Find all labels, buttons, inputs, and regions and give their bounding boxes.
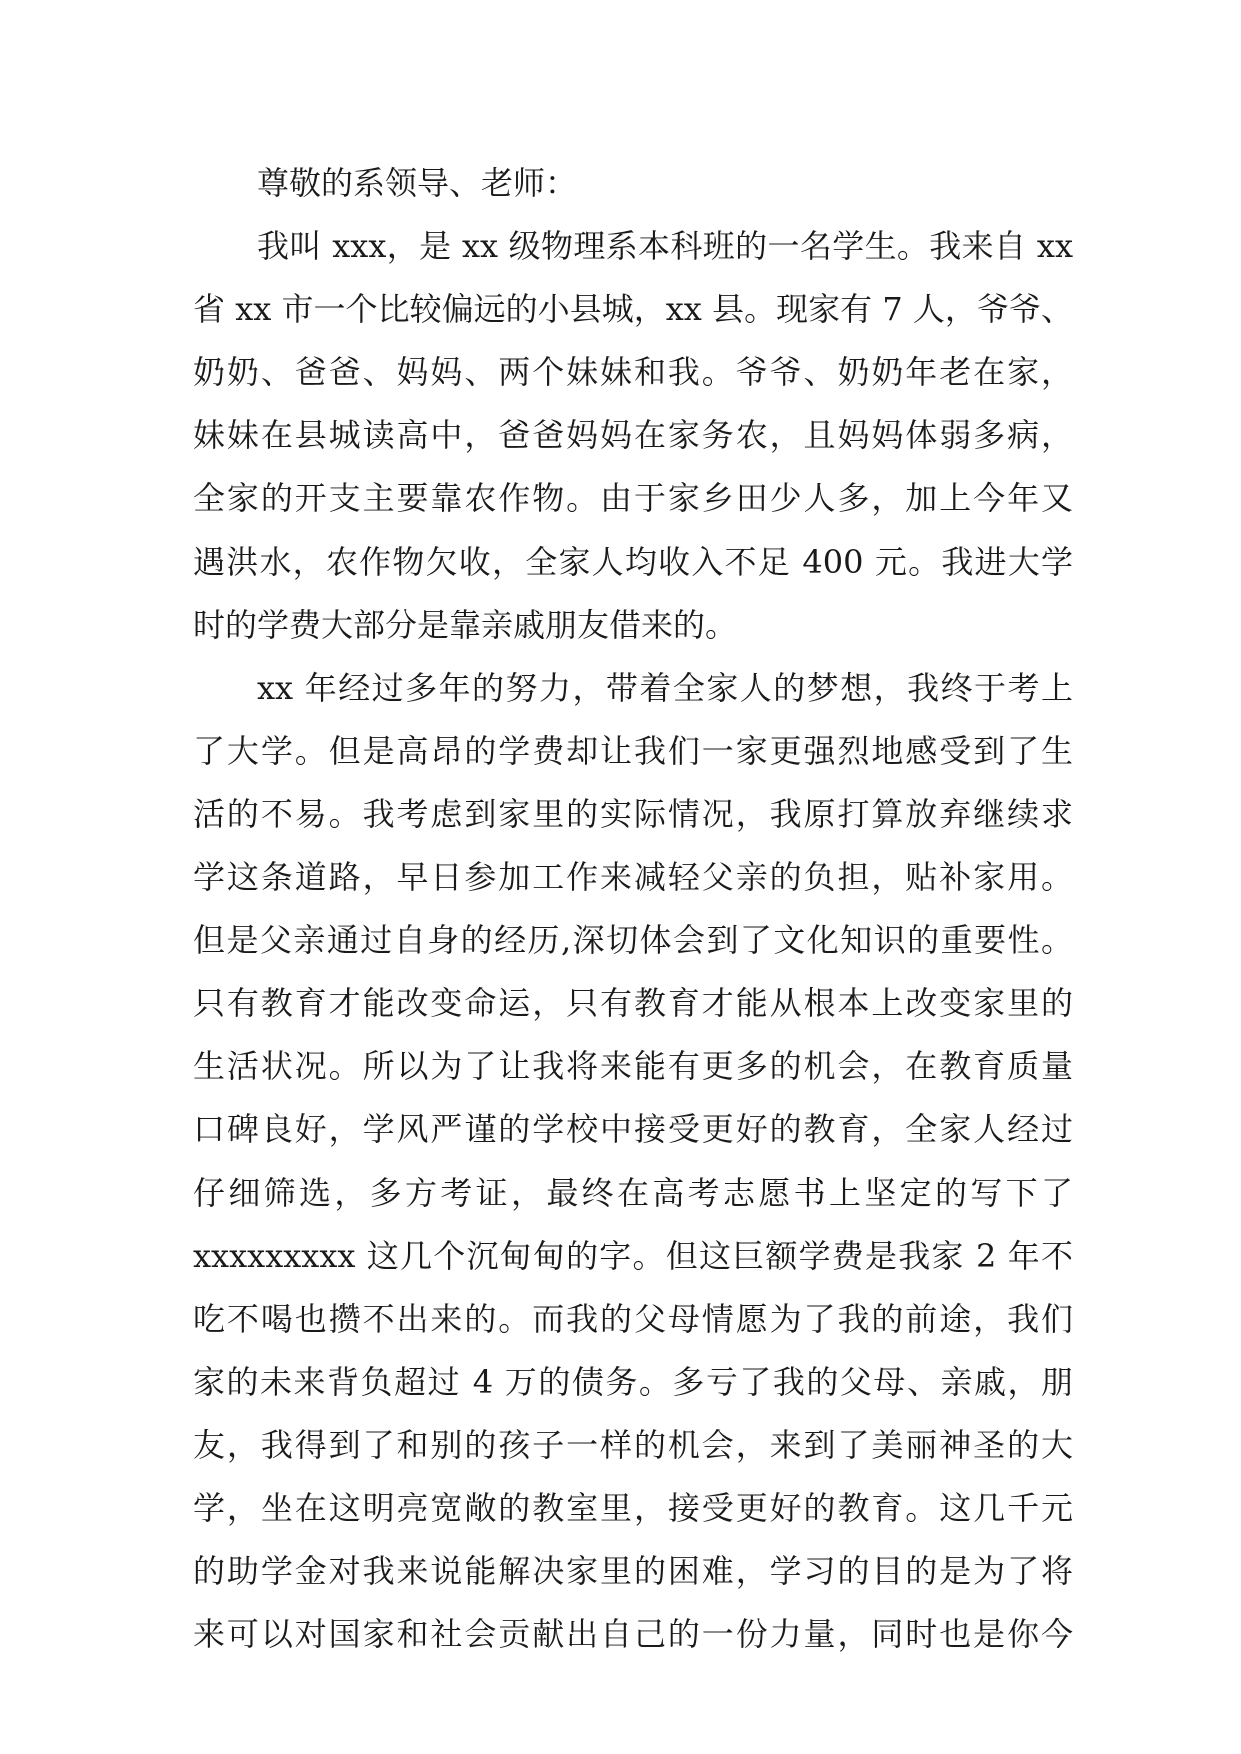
text-line: 生活状况。所以为了让我将来能有更多的机会，在教育质量: [193, 1047, 1073, 1086]
text-line: 吃不喝也攒不出来的。而我的父母情愿为了我的前途，我们: [193, 1299, 1073, 1338]
text-line: 省 xx 市一个比较偏远的小县城，xx 县。现家有 7 人，爷爷、: [193, 290, 1073, 329]
text-line: 时的学费大部分是靠亲戚朋友借来的。: [193, 605, 738, 644]
text-line: 我叫 xxx，是 xx 级物理系本科班的一名学生。我来自 xx: [257, 227, 1073, 266]
text-line: 只有教育才能改变命运，只有教育才能从根本上改变家里的: [193, 984, 1073, 1023]
text-line: 口碑良好，学风严谨的学校中接受更好的教育，全家人经过: [193, 1110, 1073, 1149]
text-line: 家的未来背负超过 4 万的债务。多亏了我的父母、亲戚，朋: [193, 1362, 1073, 1401]
text-line: 来可以对国家和社会贡献出自己的一份力量，同时也是你今: [193, 1615, 1073, 1654]
salutation-line: 尊敬的系领导、老师：: [257, 164, 578, 202]
text-line: 学这条道路，早日参加工作来减轻父亲的负担，贴补家用。: [193, 858, 1073, 897]
text-line: 活的不易。我考虑到家里的实际情况，我原打算放弃继续求: [193, 794, 1073, 833]
text-line: xxxxxxxxx 这几个沉甸甸的字。但这巨额学费是我家 2 年不: [193, 1236, 1073, 1275]
text-line: 遇洪水，农作物欠收，全家人均收入不足 400 元。我进大学: [193, 542, 1073, 581]
text-line: 了大学。但是高昂的学费却让我们一家更强烈地感受到了生: [193, 731, 1073, 770]
text-line: 学，坐在这明亮宽敞的教室里，接受更好的教育。这几千元: [193, 1488, 1073, 1527]
text-line: 但是父亲通过自身的经历,深切体会到了文化知识的重要性。: [193, 921, 1073, 960]
text-line: 的助学金对我来说能解决家里的困难，学习的目的是为了将: [193, 1552, 1073, 1591]
text-line: 奶奶、爸爸、妈妈、两个妹妹和我。爷爷、奶奶年老在家，: [193, 353, 1073, 392]
text-line: xx 年经过多年的努力，带着全家人的梦想，我终于考上: [257, 668, 1073, 707]
text-line: 妹妹在县城读高中，爸爸妈妈在家务农，且妈妈体弱多病，: [193, 416, 1073, 455]
letter-body: [193, 152, 1073, 1666]
text-line: 仔细筛选，多方考证，最终在高考志愿书上坚定的写下了: [193, 1173, 1073, 1212]
text-line: 全家的开支主要靠农作物。由于家乡田少人多，加上今年又: [193, 479, 1073, 518]
text-line: 友，我得到了和别的孩子一样的机会，来到了美丽神圣的大: [193, 1425, 1073, 1464]
